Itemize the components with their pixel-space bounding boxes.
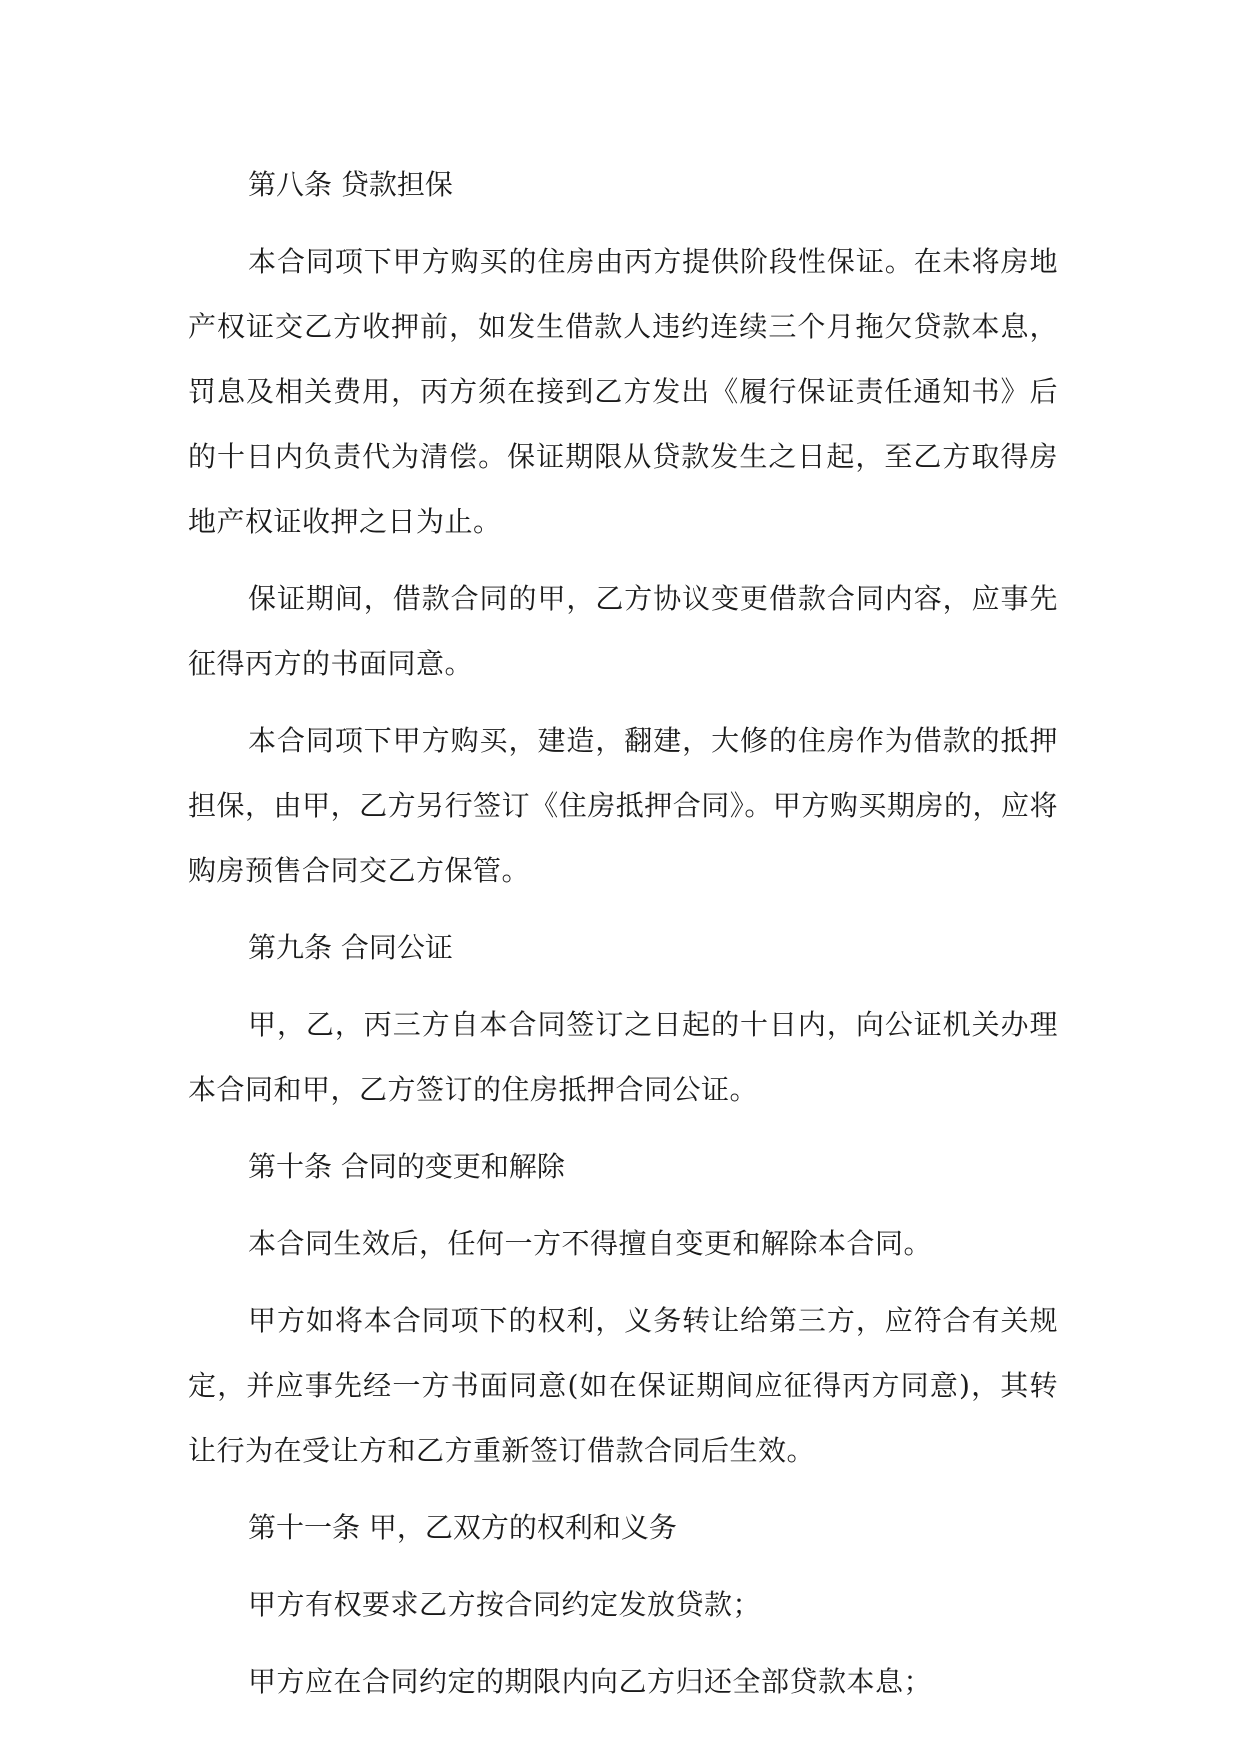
article-8-heading: 第八条 贷款担保 [248,168,453,201]
article-11-heading: 第十一条 甲，乙双方的权利和义务 [248,1511,677,1544]
article-11-paragraph-2: 甲方应在合同约定的期限内向乙方归还全部贷款本息； [248,1665,933,1698]
article-9-heading: 第九条 合同公证 [248,931,453,964]
article-9-paragraph-1: 甲，乙，丙三方自本合同签订之日起的十日内，向公证机关办理本合同和甲，乙方签订的住房抵押合同公证。 [188,1008,1058,1106]
article-10-paragraph-2: 甲方如将本合同项下的权利，义务转让给第三方，应符合有关规定，并应事先经一方书面同意(如在保证期间应征得丙方同意)，其转让行为在受让方和乙方重新签订借款合同后生效。 [188,1304,1058,1467]
article-11-paragraph-1: 甲方有权要求乙方按合同约定发放贷款； [248,1588,762,1621]
article-10-heading: 第十条 合同的变更和解除 [248,1150,565,1183]
article-8-paragraph-3: 本合同项下甲方购买，建造，翻建，大修的住房作为借款的抵押担保，由甲，乙方另行签订《住房抵押合同》。甲方购买期房的，应将购房预售合同交乙方保管。 [188,724,1058,887]
article-10-paragraph-1: 本合同生效后，任何一方不得擅自变更和解除本合同。 [248,1227,933,1260]
article-8-paragraph-2: 保证期间，借款合同的甲，乙方协议变更借款合同内容，应事先征得丙方的书面同意。 [188,582,1058,680]
article-8-paragraph-1: 本合同项下甲方购买的住房由丙方提供阶段性保证。在未将房地产权证交乙方收押前，如发生借款人违约连续三个月拖欠贷款本息，罚息及相关费用，丙方须在接到乙方发出《履行保证责任通知书》后的十日内负责代为清偿。保证期限从贷款发生之日起，至乙方取得房地产权证收押之日为止。 [188,245,1058,538]
document-page [188,152,1058,1726]
